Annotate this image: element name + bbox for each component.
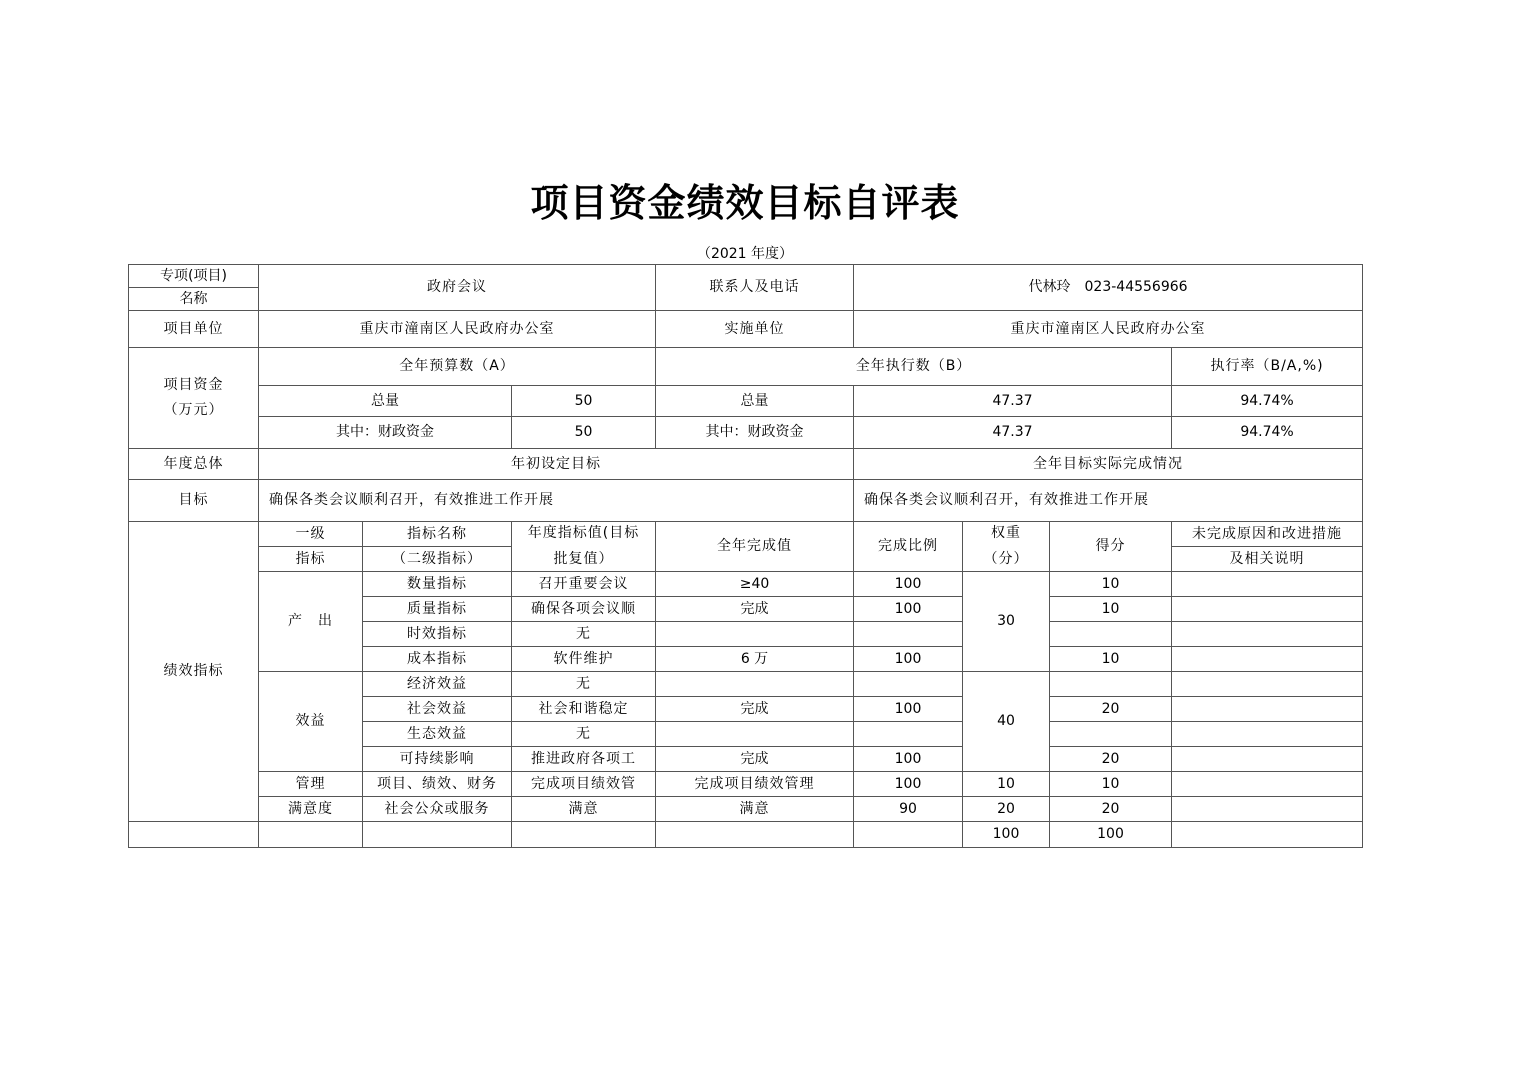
indicator-name: 成本指标 [363, 647, 512, 672]
hdr-reason-bottom: 及相关说明 [1172, 547, 1363, 572]
indicator-name: 社会效益 [363, 697, 512, 722]
indicator-ratio: 100 [854, 597, 963, 622]
total-row-name [363, 822, 512, 848]
hdr-weight-bottom: （分） [983, 551, 1029, 567]
total-row-reason [1172, 822, 1363, 848]
project-name-label-top: 专项(项目) [129, 265, 259, 288]
contact-value: 代林玲 023-44556966 [854, 265, 1363, 311]
funds-label [129, 348, 259, 449]
indicator-name: 数量指标 [363, 572, 512, 597]
hdr-target-bottom: 批复值） [553, 551, 614, 567]
indicator-done: 6 万 [656, 647, 854, 672]
benefit-weight: 40 [963, 672, 1050, 772]
indicator-reason [1172, 572, 1363, 597]
impl-unit-value: 重庆市潼南区人民政府办公室 [854, 311, 1363, 348]
indicator-target: 无 [512, 722, 656, 747]
output-group-label: 产 出 [259, 572, 363, 672]
hdr-weight [963, 522, 1050, 572]
indicator-done [656, 722, 854, 747]
satisfaction-target: 满意 [512, 797, 656, 822]
indicator-target: 推进政府各项工 [512, 747, 656, 772]
indicator-reason [1172, 647, 1363, 672]
indicator-target: 社会和谐稳定 [512, 697, 656, 722]
total-row-level1 [259, 822, 363, 848]
management-target: 完成项目绩效管 [512, 772, 656, 797]
fiscal-exec-label: 其中：财政资金 [656, 417, 854, 449]
satisfaction-name: 社会公众或服务 [363, 797, 512, 822]
hdr-done: 全年完成值 [656, 522, 854, 572]
project-unit-value: 重庆市潼南区人民政府办公室 [259, 311, 656, 348]
total-row-label [129, 822, 259, 848]
total-exec-label: 总量 [656, 386, 854, 417]
indicator-reason [1172, 597, 1363, 622]
indicator-score [1050, 622, 1172, 647]
total-row-target [512, 822, 656, 848]
hdr-name-top: 指标名称 [363, 522, 512, 547]
indicator-target: 无 [512, 622, 656, 647]
indicator-score: 10 [1050, 572, 1172, 597]
page-title: 项目资金绩效目标自评表 [530, 180, 960, 225]
hdr-target-top: 年度指标值(目标 [527, 525, 640, 542]
benefit-group-label: 效益 [259, 672, 363, 772]
hdr-weight-top: 权重 [991, 525, 1022, 542]
total-exec: 47.37 [854, 386, 1172, 417]
indicator-reason [1172, 672, 1363, 697]
indicator-name: 时效指标 [363, 622, 512, 647]
contact-label: 联系人及电话 [656, 265, 854, 311]
total-rate: 94.74% [1172, 386, 1363, 417]
hdr-level1-bottom: 指标 [259, 547, 363, 572]
project-name-value: 政府会议 [259, 265, 656, 311]
indicator-done: 完成 [656, 597, 854, 622]
satisfaction-label: 满意度 [259, 797, 363, 822]
goals-set-header: 年初设定目标 [259, 449, 854, 480]
indicator-score [1050, 672, 1172, 697]
satisfaction-weight: 20 [963, 797, 1050, 822]
rate-header: 执行率（B/A,%) [1172, 348, 1363, 386]
indicator-reason [1172, 747, 1363, 772]
indicator-done [656, 672, 854, 697]
total-weight: 100 [963, 822, 1050, 848]
fiscal-label: 其中：财政资金 [259, 417, 512, 449]
satisfaction-done: 满意 [656, 797, 854, 822]
total-budget: 50 [512, 386, 656, 417]
indicator-reason [1172, 697, 1363, 722]
indicator-target: 确保各项会议顺 [512, 597, 656, 622]
indicator-ratio: 100 [854, 572, 963, 597]
goals-label-top: 年度总体 [129, 449, 259, 480]
indicator-name: 可持续影响 [363, 747, 512, 772]
indicator-ratio [854, 722, 963, 747]
total-row-ratio [854, 822, 963, 848]
funds-label-bottom: （万元） [163, 402, 224, 418]
indicator-ratio: 100 [854, 647, 963, 672]
indicator-score [1050, 722, 1172, 747]
indicator-ratio: 100 [854, 747, 963, 772]
management-reason [1172, 772, 1363, 797]
indicator-done: ≥40 [656, 572, 854, 597]
indicator-ratio [854, 672, 963, 697]
evaluation-table [128, 264, 1363, 848]
indicator-target: 软件维护 [512, 647, 656, 672]
hdr-level1-top: 一级 [259, 522, 363, 547]
satisfaction-score: 20 [1050, 797, 1172, 822]
hdr-reason-top: 未完成原因和改进措施 [1172, 522, 1363, 547]
year-note: （2021 年度） [696, 246, 794, 262]
fiscal-rate: 94.74% [1172, 417, 1363, 449]
fiscal-budget: 50 [512, 417, 656, 449]
hdr-score: 得分 [1050, 522, 1172, 572]
indicator-score: 20 [1050, 697, 1172, 722]
indicator-ratio: 100 [854, 697, 963, 722]
project-name-label-bottom: 名称 [129, 288, 259, 311]
management-ratio: 100 [854, 772, 963, 797]
management-name: 项目、绩效、财务 [363, 772, 512, 797]
indicator-score: 20 [1050, 747, 1172, 772]
total-score: 100 [1050, 822, 1172, 848]
impl-unit-label: 实施单位 [656, 311, 854, 348]
perf-label: 绩效指标 [129, 522, 259, 822]
management-done: 完成项目绩效管理 [656, 772, 854, 797]
goals-set-text: 确保各类会议顺利召开，有效推进工作开展 [259, 480, 854, 522]
satisfaction-reason [1172, 797, 1363, 822]
indicator-done: 完成 [656, 747, 854, 772]
goals-actual-text: 确保各类会议顺利召开，有效推进工作开展 [854, 480, 1363, 522]
indicator-score: 10 [1050, 597, 1172, 622]
hdr-target [512, 522, 656, 572]
indicator-target: 召开重要会议 [512, 572, 656, 597]
budget-header: 全年预算数（A） [259, 348, 656, 386]
indicator-reason [1172, 622, 1363, 647]
indicator-name: 质量指标 [363, 597, 512, 622]
funds-label-top: 项目资金 [163, 377, 224, 394]
project-unit-label: 项目单位 [129, 311, 259, 348]
management-label: 管理 [259, 772, 363, 797]
satisfaction-ratio: 90 [854, 797, 963, 822]
management-weight: 10 [963, 772, 1050, 797]
hdr-ratio: 完成比例 [854, 522, 963, 572]
indicator-target: 无 [512, 672, 656, 697]
goals-actual-header: 全年目标实际完成情况 [854, 449, 1363, 480]
exec-header: 全年执行数（B） [656, 348, 1172, 386]
indicator-name: 生态效益 [363, 722, 512, 747]
output-weight: 30 [963, 572, 1050, 672]
indicator-name: 经济效益 [363, 672, 512, 697]
total-label: 总量 [259, 386, 512, 417]
hdr-name-bottom: （二级指标） [363, 547, 512, 572]
indicator-done: 完成 [656, 697, 854, 722]
goals-label-bottom: 目标 [129, 480, 259, 522]
management-score: 10 [1050, 772, 1172, 797]
indicator-score: 10 [1050, 647, 1172, 672]
total-row-done [656, 822, 854, 848]
indicator-ratio [854, 622, 963, 647]
indicator-done [656, 622, 854, 647]
indicator-reason [1172, 722, 1363, 747]
fiscal-exec: 47.37 [854, 417, 1172, 449]
